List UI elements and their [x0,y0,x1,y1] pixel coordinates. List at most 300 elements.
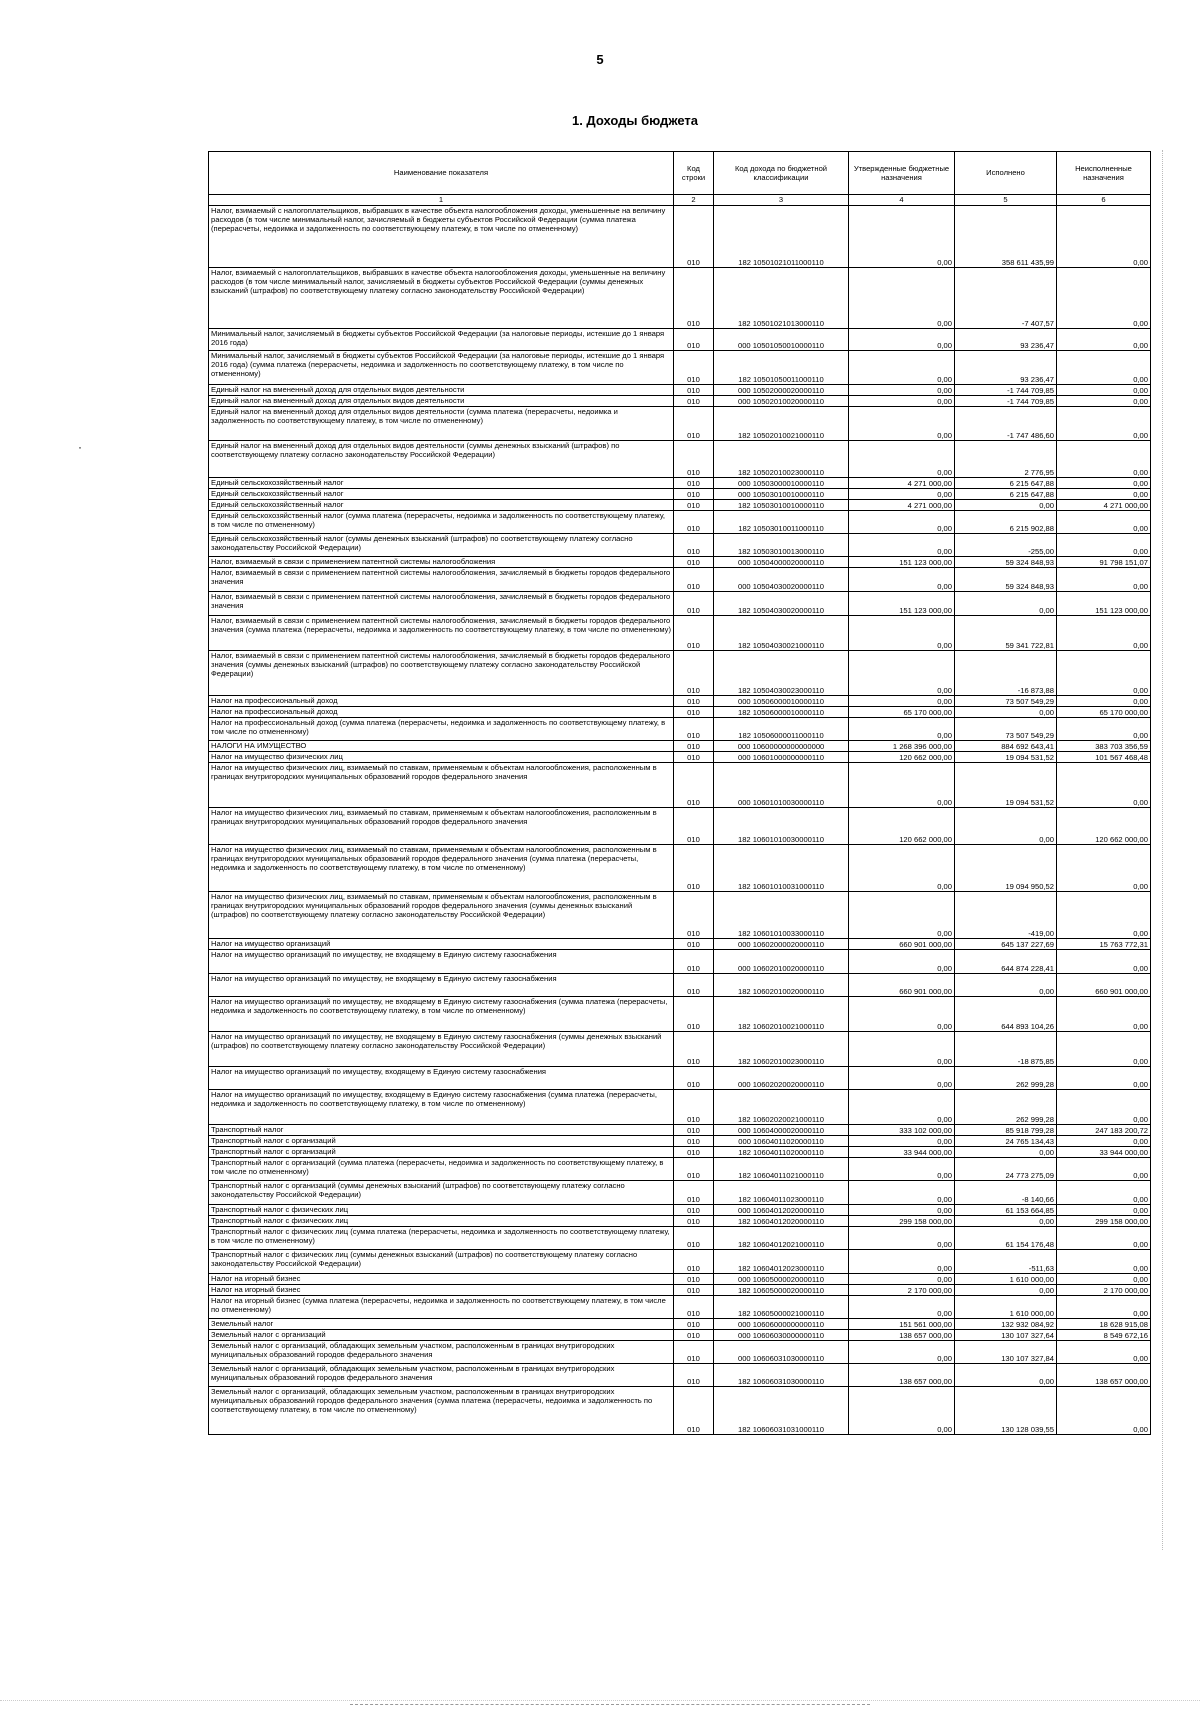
row-executed: 262 999,28 [955,1090,1057,1125]
row-approved: 65 170 000,00 [849,707,955,718]
row-line-code: 010 [674,718,714,741]
table-row [209,752,1151,763]
row-name: Налог на имущество физических лиц, взимаемый по ставкам, применяемым к объектам налогообложения, расположенным в границах внутригородских муниципальных образований городов федерального значения [209,808,674,845]
row-approved: 138 657 000,00 [849,1364,955,1387]
row-unexecuted: 0,00 [1057,1341,1151,1364]
table-row [209,268,1151,329]
row-approved: 120 662 000,00 [849,808,955,845]
row-line-code: 010 [674,1274,714,1285]
row-line-code: 010 [674,696,714,707]
row-approved: 0,00 [849,892,955,939]
row-approved: 0,00 [849,696,955,707]
row-line-code: 010 [674,1090,714,1125]
row-unexecuted: 0,00 [1057,1032,1151,1067]
row-line-code: 010 [674,1341,714,1364]
row-executed: 73 507 549,29 [955,696,1057,707]
row-approved: 0,00 [849,1387,955,1435]
row-unexecuted: 0,00 [1057,206,1151,268]
row-line-code: 010 [674,707,714,718]
row-line-code: 010 [674,651,714,696]
table-row [209,1227,1151,1250]
row-executed: 6 215 647,88 [955,489,1057,500]
row-unexecuted: 0,00 [1057,1181,1151,1205]
table-row [209,1216,1151,1227]
row-line-code: 010 [674,1216,714,1227]
row-executed: 0,00 [955,1216,1057,1227]
row-line-code: 010 [674,1330,714,1341]
table-row [209,1205,1151,1216]
row-executed: 1 610 000,00 [955,1296,1057,1319]
row-classification-code: 182 10504030020000110 [714,592,849,616]
row-classification-code: 000 10502000020000110 [714,385,849,396]
row-line-code: 010 [674,206,714,268]
row-approved: 0,00 [849,845,955,892]
row-line-code: 010 [674,407,714,441]
row-classification-code: 000 10503010010000110 [714,489,849,500]
table-row [209,696,1151,707]
table-row [209,1319,1151,1330]
row-line-code: 010 [674,1158,714,1181]
row-unexecuted: 91 798 151,07 [1057,557,1151,568]
row-classification-code: 182 10601010031000110 [714,845,849,892]
header-indicator-name: Наименование показателя [209,152,674,195]
row-executed: 73 507 549,29 [955,718,1057,741]
row-approved: 0,00 [849,407,955,441]
row-name: Налог на профессиональный доход [209,696,674,707]
table-row [209,1158,1151,1181]
row-name: Единый налог на вмененный доход для отдельных видов деятельности (суммы денежных взысканий (штрафов) по соответствующему платежу согласно законодательству Российской Федерации) [209,441,674,478]
row-approved: 0,00 [849,1158,955,1181]
row-name: Налог, взимаемый в связи с применением патентной системы налогообложения, зачисляемый в бюджеты городов федерального значения [209,568,674,592]
row-name: Единый сельскохозяйственный налог [209,478,674,489]
row-name: Единый сельскохозяйственный налог (суммы денежных взысканий (штрафов) по соответствующему платежу согласно законодательству Российской Федерации) [209,534,674,557]
row-classification-code: 000 10502010020000110 [714,396,849,407]
row-line-code: 010 [674,1250,714,1274]
row-line-code: 010 [674,268,714,329]
table-row [209,939,1151,950]
row-executed: 6 215 647,88 [955,478,1057,489]
row-unexecuted: 0,00 [1057,1067,1151,1090]
row-name: Земельный налог с организаций, обладающих земельным участком, расположенным в границах внутригородских муниципальных образований городов федерального значения [209,1341,674,1364]
row-approved: 138 657 000,00 [849,1330,955,1341]
row-approved: 151 123 000,00 [849,592,955,616]
row-name: Транспортный налог с организаций (сумма платежа (перерасчеты, недоимка и задолженность по соответствующему платежу, в том числе по отмененному) [209,1158,674,1181]
row-classification-code: 182 10504030021000110 [714,616,849,651]
row-classification-code: 000 10503000010000110 [714,478,849,489]
row-line-code: 010 [674,1319,714,1330]
row-unexecuted: 2 170 000,00 [1057,1285,1151,1296]
row-approved: 0,00 [849,1341,955,1364]
row-classification-code: 000 10606000000000110 [714,1319,849,1330]
row-name: Минимальный налог, зачисляемый в бюджеты субъектов Российской Федерации (за налоговые периоды, истекшие до 1 января 2016 года) (сумма платежа (перерасчеты, недоимка и задолженность по соответствующему платежу, в том числе по отмененному) [209,351,674,385]
row-classification-code: 182 10504030023000110 [714,651,849,696]
row-unexecuted: 660 901 000,00 [1057,974,1151,997]
row-line-code: 010 [674,489,714,500]
scan-edge-line [1162,150,1164,1550]
row-name: Налог на имущество физических лиц, взимаемый по ставкам, применяемым к объектам налогообложения, расположенным в границах внутригородских муниципальных образований городов федерального значения [209,763,674,808]
row-unexecuted: 101 567 468,48 [1057,752,1151,763]
row-executed: 59 324 848,93 [955,568,1057,592]
row-approved: 151 561 000,00 [849,1319,955,1330]
row-approved: 660 901 000,00 [849,939,955,950]
row-name: Налог на имущество организаций по имуществу, не входящему в Единую систему газоснабжения (сумма платежа (перерасчеты, недоимка и задолженность по соответствующему платежу, в том числе по отмененному) [209,997,674,1032]
table-row [209,441,1151,478]
row-approved: 0,00 [849,568,955,592]
row-executed: -255,00 [955,534,1057,557]
table-row [209,651,1151,696]
row-name: Транспортный налог с организаций (суммы денежных взысканий (штрафов) по соответствующему платежу согласно законодательству Российской Федерации) [209,1181,674,1205]
row-line-code: 010 [674,974,714,997]
row-line-code: 010 [674,997,714,1032]
table-row [209,1181,1151,1205]
row-name: Единый налог на вмененный доход для отдельных видов деятельности [209,385,674,396]
table-row [209,1147,1151,1158]
row-name: Налог на имущество организаций по имуществу, входящему в Единую систему газоснабжения (сумма платежа (перерасчеты, недоимка и задолженность по соответствующему платежу, в том числе по отмененному) [209,1090,674,1125]
page-number: 5 [596,52,604,67]
row-classification-code: 182 10606031030000110 [714,1364,849,1387]
row-classification-code: 000 10506000010000110 [714,696,849,707]
row-approved: 1 268 396 000,00 [849,741,955,752]
row-classification-code: 000 10504000020000110 [714,557,849,568]
row-name: Налог, взимаемый в связи с применением патентной системы налогообложения [209,557,674,568]
row-executed: 0,00 [955,1147,1057,1158]
row-approved: 0,00 [849,441,955,478]
row-line-code: 010 [674,939,714,950]
row-approved: 0,00 [849,616,955,651]
row-unexecuted: 0,00 [1057,568,1151,592]
row-unexecuted: 0,00 [1057,616,1151,651]
row-approved: 4 271 000,00 [849,500,955,511]
row-line-code: 010 [674,1147,714,1158]
row-name: Единый сельскохозяйственный налог [209,489,674,500]
row-name: Налог на имущество организаций по имуществу, не входящему в Единую систему газоснабжения (суммы денежных взысканий (штрафов) по соответствующему платежу согласно законодательству Российской Федерации) [209,1032,674,1067]
row-executed: -419,00 [955,892,1057,939]
table-row [209,808,1151,845]
row-unexecuted: 0,00 [1057,1136,1151,1147]
row-unexecuted: 8 549 672,16 [1057,1330,1151,1341]
row-unexecuted: 0,00 [1057,718,1151,741]
row-classification-code: 000 10602000020000110 [714,939,849,950]
scan-artifact-mark: · [78,440,82,454]
row-executed: 61 153 664,85 [955,1205,1057,1216]
table-row [209,997,1151,1032]
table-row [209,1136,1151,1147]
row-name: Транспортный налог с организаций [209,1136,674,1147]
col-number: 4 [849,195,955,206]
row-executed: 24 765 134,43 [955,1136,1057,1147]
row-executed: 85 918 799,28 [955,1125,1057,1136]
row-executed: 130 107 327,84 [955,1341,1057,1364]
row-unexecuted: 0,00 [1057,1205,1151,1216]
row-unexecuted: 0,00 [1057,1387,1151,1435]
table-row [209,1032,1151,1067]
row-classification-code: 182 10605000021000110 [714,1296,849,1319]
row-unexecuted: 0,00 [1057,892,1151,939]
row-approved: 0,00 [849,718,955,741]
row-executed: 0,00 [955,1285,1057,1296]
row-approved: 151 123 000,00 [849,557,955,568]
table-row [209,616,1151,651]
table-row [209,1341,1151,1364]
row-approved: 299 158 000,00 [849,1216,955,1227]
row-name: Минимальный налог, зачисляемый в бюджеты субъектов Российской Федерации (за налоговые периоды, истекшие до 1 января 2016 года) [209,329,674,351]
row-approved: 333 102 000,00 [849,1125,955,1136]
row-name: Налог, взимаемый в связи с применением патентной системы налогообложения, зачисляемый в бюджеты городов федерального значения (сумма платежа (перерасчеты, недоимка и задолженность по соответствующему платежу, в том числе по отмененному) [209,616,674,651]
row-name: Налог на профессиональный доход (сумма платежа (перерасчеты, недоимка и задолженность по соответствующему платежу, в том числе по отмененному) [209,718,674,741]
row-executed: 19 094 531,52 [955,763,1057,808]
row-executed: -1 747 486,60 [955,407,1057,441]
table-row [209,892,1151,939]
row-approved: 2 170 000,00 [849,1285,955,1296]
row-unexecuted: 0,00 [1057,329,1151,351]
row-name: Налог на игорный бизнес [209,1274,674,1285]
row-classification-code: 000 10605000020000110 [714,1274,849,1285]
row-unexecuted: 15 763 772,31 [1057,939,1151,950]
row-line-code: 010 [674,1136,714,1147]
table-row [209,1387,1151,1435]
row-executed: -511,63 [955,1250,1057,1274]
row-name: Транспортный налог с физических лиц [209,1205,674,1216]
table-row [209,592,1151,616]
row-classification-code: 000 10601010030000110 [714,763,849,808]
row-classification-code: 182 10604012020000110 [714,1216,849,1227]
col-number: 2 [674,195,714,206]
row-approved: 0,00 [849,1136,955,1147]
row-executed: 0,00 [955,707,1057,718]
row-line-code: 010 [674,592,714,616]
row-unexecuted: 0,00 [1057,441,1151,478]
row-line-code: 010 [674,752,714,763]
row-executed: -7 407,57 [955,268,1057,329]
row-classification-code: 182 10604011021000110 [714,1158,849,1181]
row-line-code: 010 [674,1125,714,1136]
row-executed: 884 692 643,41 [955,741,1057,752]
row-classification-code: 182 10502010023000110 [714,441,849,478]
row-approved: 0,00 [849,351,955,385]
row-approved: 0,00 [849,385,955,396]
row-approved: 0,00 [849,489,955,500]
row-unexecuted: 0,00 [1057,1090,1151,1125]
row-executed: 644 893 104,26 [955,997,1057,1032]
row-classification-code: 182 10601010030000110 [714,808,849,845]
row-name: НАЛОГИ НА ИМУЩЕСТВО [209,741,674,752]
table-row [209,511,1151,534]
row-line-code: 010 [674,1285,714,1296]
row-classification-code: 000 10604012020000110 [714,1205,849,1216]
row-line-code: 010 [674,478,714,489]
table-row [209,1090,1151,1125]
table-row [209,489,1151,500]
row-classification-code: 000 10604000020000110 [714,1125,849,1136]
col-number: 6 [1057,195,1151,206]
row-line-code: 010 [674,950,714,974]
table-row [209,741,1151,752]
row-classification-code: 182 10506000011000110 [714,718,849,741]
row-executed: 132 932 084,92 [955,1319,1057,1330]
row-executed: -8 140,66 [955,1181,1057,1205]
row-line-code: 010 [674,616,714,651]
row-classification-code: 182 10604012023000110 [714,1250,849,1274]
row-unexecuted: 0,00 [1057,1274,1151,1285]
row-unexecuted: 4 271 000,00 [1057,500,1151,511]
row-name: Единый налог на вмененный доход для отдельных видов деятельности (сумма платежа (перерасчеты, недоимка и задолженность по соответствующему платежу, в том числе по отмененному) [209,407,674,441]
row-approved: 0,00 [849,1090,955,1125]
row-unexecuted: 0,00 [1057,489,1151,500]
row-approved: 0,00 [849,651,955,696]
row-name: Земельный налог [209,1319,674,1330]
row-approved: 120 662 000,00 [849,752,955,763]
row-unexecuted: 0,00 [1057,268,1151,329]
table-row [209,534,1151,557]
row-executed: -16 873,88 [955,651,1057,696]
row-classification-code: 182 10502010021000110 [714,407,849,441]
row-name: Транспортный налог с организаций [209,1147,674,1158]
row-name: Единый налог на вмененный доход для отдельных видов деятельности [209,396,674,407]
row-classification-code: 000 10601000000000110 [714,752,849,763]
row-unexecuted: 0,00 [1057,1250,1151,1274]
row-classification-code: 182 10501021013000110 [714,268,849,329]
row-approved: 0,00 [849,1032,955,1067]
table-row [209,845,1151,892]
row-classification-code: 000 10602010020000110 [714,950,849,974]
table-row [209,407,1151,441]
row-line-code: 010 [674,1296,714,1319]
row-unexecuted: 0,00 [1057,351,1151,385]
row-unexecuted: 0,00 [1057,763,1151,808]
row-name: Налог на имущество физических лиц [209,752,674,763]
row-name: Налог, взимаемый с налогоплательщиков, выбравших в качестве объекта налогообложения доходы, уменьшенные на величину расходов (в том числе минимальный налог, зачисляемый в бюджеты субъектов Российской Федерации (сумма платежа (перерасчеты, недоимка и задолженность по соответствующему платежу, в том числе по отмененному) [209,206,674,268]
row-name: Налог на профессиональный доход [209,707,674,718]
row-classification-code: 182 10601010033000110 [714,892,849,939]
row-line-code: 010 [674,568,714,592]
row-approved: 0,00 [849,396,955,407]
row-executed: 2 776,95 [955,441,1057,478]
row-classification-code: 000 10600000000000000 [714,741,849,752]
row-executed: 19 094 950,52 [955,845,1057,892]
table-row [209,950,1151,974]
row-name: Налог на имущество организаций [209,939,674,950]
row-classification-code: 182 10602010023000110 [714,1032,849,1067]
header-approved: Утвержденные бюджетные назначения [849,152,955,195]
row-unexecuted: 65 170 000,00 [1057,707,1151,718]
table-row [209,206,1151,268]
row-classification-code: 182 10602010020000110 [714,974,849,997]
row-executed: 6 215 902,88 [955,511,1057,534]
row-executed: 130 128 039,55 [955,1387,1057,1435]
col-number: 1 [209,195,674,206]
row-unexecuted: 0,00 [1057,407,1151,441]
row-approved: 0,00 [849,268,955,329]
row-approved: 0,00 [849,511,955,534]
row-classification-code: 182 10604012021000110 [714,1227,849,1250]
row-unexecuted: 383 703 356,59 [1057,741,1151,752]
row-name: Налог на имущество организаций по имуществу, не входящему в Единую систему газоснабжения [209,950,674,974]
row-executed: 0,00 [955,974,1057,997]
row-approved: 0,00 [849,534,955,557]
row-line-code: 010 [674,511,714,534]
row-executed: 1 610 000,00 [955,1274,1057,1285]
row-classification-code: 182 10503010013000110 [714,534,849,557]
table-row [209,478,1151,489]
row-unexecuted: 0,00 [1057,1227,1151,1250]
row-unexecuted: 0,00 [1057,997,1151,1032]
header-line-code: Код строки [674,152,714,195]
table-row [209,500,1151,511]
row-approved: 0,00 [849,1067,955,1090]
row-executed: -1 744 709,85 [955,396,1057,407]
row-name: Транспортный налог [209,1125,674,1136]
row-unexecuted: 138 657 000,00 [1057,1364,1151,1387]
row-name: Земельный налог с организаций, обладающих земельным участком, расположенным в границах внутригородских муниципальных образований городов федерального значения [209,1364,674,1387]
table-row [209,1296,1151,1319]
column-number-row [209,195,1151,206]
row-executed: 645 137 227,69 [955,939,1057,950]
row-approved: 0,00 [849,1227,955,1250]
row-name: Налог на имущество физических лиц, взимаемый по ставкам, применяемым к объектам налогообложения, расположенным в границах внутригородских муниципальных образований городов федерального значения (сумма платежа (перерасчеты, недоимка и задолженность по соответствующему платежу, в том числе по отмененному) [209,845,674,892]
row-name: Налог на игорный бизнес (сумма платежа (перерасчеты, недоимка и задолженность по соответствующему платежу, в том числе по отмененному) [209,1296,674,1319]
table-header-row [209,152,1151,195]
header-unexecuted: Неисполненные назначения [1057,152,1151,195]
table-row [209,557,1151,568]
row-line-code: 010 [674,329,714,351]
row-executed: 130 107 327,64 [955,1330,1057,1341]
row-executed: 0,00 [955,808,1057,845]
table-row [209,763,1151,808]
row-line-code: 010 [674,1227,714,1250]
row-unexecuted: 0,00 [1057,478,1151,489]
table-row [209,1364,1151,1387]
row-approved: 4 271 000,00 [849,478,955,489]
row-approved: 0,00 [849,1274,955,1285]
table-row [209,1250,1151,1274]
row-approved: 660 901 000,00 [849,974,955,997]
row-approved: 0,00 [849,1250,955,1274]
row-classification-code: 000 10604011020000110 [714,1136,849,1147]
row-name: Транспортный налог с физических лиц (суммы денежных взысканий (штрафов) по соответствующему платежу согласно законодательству Российской Федерации) [209,1250,674,1274]
row-executed: 61 154 176,48 [955,1227,1057,1250]
row-classification-code: 000 10504030020000110 [714,568,849,592]
row-unexecuted: 151 123 000,00 [1057,592,1151,616]
row-unexecuted: 0,00 [1057,696,1151,707]
row-executed: 93 236,47 [955,329,1057,351]
row-name: Налог на имущество организаций по имуществу, входящему в Единую систему газоснабжения [209,1067,674,1090]
row-classification-code: 000 10501050010000110 [714,329,849,351]
scan-bottom-line [350,1704,870,1705]
table-row [209,974,1151,997]
row-line-code: 010 [674,845,714,892]
row-line-code: 010 [674,534,714,557]
row-line-code: 010 [674,1387,714,1435]
row-unexecuted: 0,00 [1057,385,1151,396]
row-classification-code: 182 10602020021000110 [714,1090,849,1125]
row-name: Транспортный налог с физических лиц [209,1216,674,1227]
row-approved: 0,00 [849,1296,955,1319]
row-line-code: 010 [674,741,714,752]
row-line-code: 010 [674,351,714,385]
row-line-code: 010 [674,441,714,478]
row-name: Налог, взимаемый с налогоплательщиков, выбравших в качестве объекта налогообложения доходы, уменьшенные на величину расходов (в том числе минимальный налог, зачисляемый в бюджеты субъектов Российской Федерации (суммы денежных взысканий (штрафов) по соответствующему платежу согласно законодательству Российской Федерации) [209,268,674,329]
col-number: 5 [955,195,1057,206]
row-unexecuted: 33 944 000,00 [1057,1147,1151,1158]
row-executed: 644 874 228,41 [955,950,1057,974]
row-classification-code: 000 10602020020000110 [714,1067,849,1090]
row-line-code: 010 [674,396,714,407]
row-line-code: 010 [674,1364,714,1387]
row-unexecuted: 0,00 [1057,845,1151,892]
row-unexecuted: 0,00 [1057,511,1151,534]
row-executed: 0,00 [955,592,1057,616]
row-name: Единый сельскохозяйственный налог (сумма платежа (перерасчеты, недоимка и задолженность по соответствующему платежу, в том числе по отмененному) [209,511,674,534]
